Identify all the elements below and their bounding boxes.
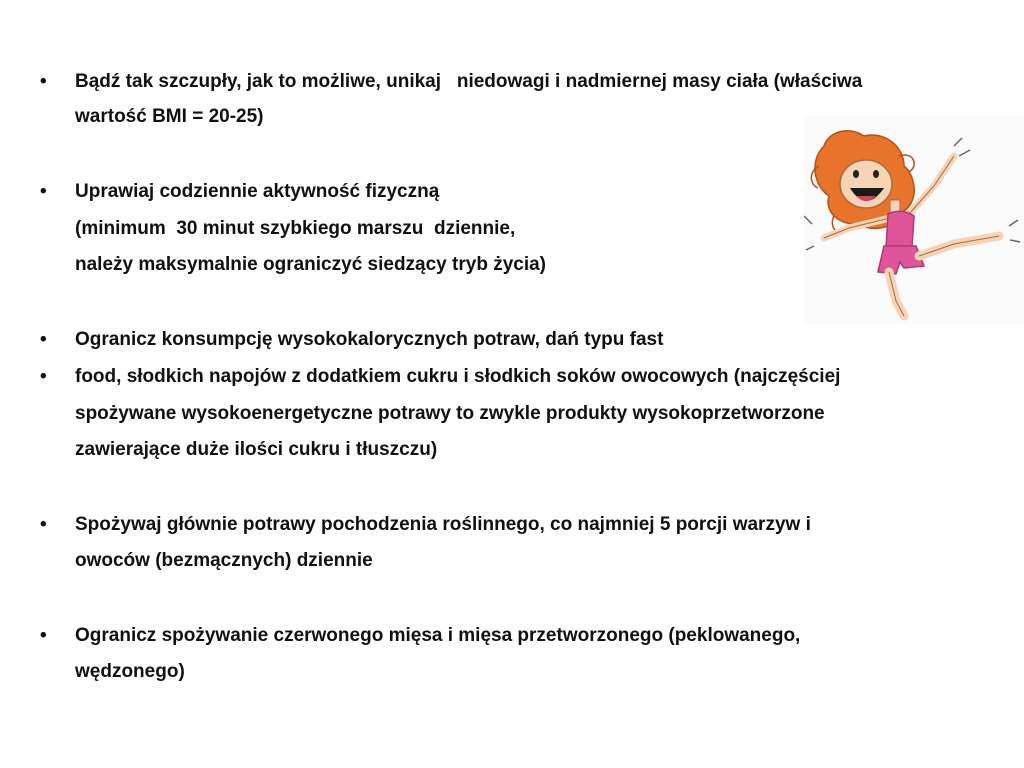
bullet-text-line: należy maksymalnie ograniczyć siedzący tryb życia) bbox=[75, 254, 547, 275]
bullet-marker: • bbox=[40, 329, 47, 350]
bullet-text-line: wędzonego) bbox=[75, 661, 185, 682]
bullet-text-line: Ogranicz konsumpcję wysokokalorycznych potraw, dań typu fast bbox=[75, 329, 664, 350]
bullet-text-line: wartość BMI = 20-25) bbox=[75, 106, 264, 127]
bullet-text-line: Bądź tak szczupły, jak to możliwe, unikaj niedowagi i nadmiernej masy ciała (właściwa bbox=[75, 71, 863, 92]
bullet-marker: • bbox=[40, 181, 47, 202]
bullet-text-line: zawierające duże ilości cukru i tłuszczu) bbox=[75, 439, 438, 460]
bullet-text-line: owoców (bezmącznych) dziennie bbox=[75, 550, 373, 571]
bullet-text-line: Spożywaj głównie potrawy pochodzenia roślinnego, co najmniej 5 porcji warzyw i bbox=[75, 514, 811, 535]
bullet-marker: • bbox=[40, 625, 47, 646]
bullet-marker: • bbox=[40, 71, 47, 92]
dancing-girl-icon bbox=[804, 116, 1024, 324]
bullet-marker: • bbox=[40, 366, 47, 387]
bullet-text-line: (minimum 30 minut szybkiego marszu dziennie, bbox=[75, 218, 516, 239]
bullet-text-line: Ogranicz spożywanie czerwonego mięsa i mięsa przetworzonego (peklowanego, bbox=[75, 625, 801, 646]
bullet-text-line: spożywane wysokoenergetyczne potrawy to zwykle produkty wysokoprzetworzone bbox=[75, 403, 825, 424]
bullet-text-line: Uprawiaj codziennie aktywność fizyczną bbox=[75, 181, 440, 202]
bullet-text-line: food, słodkich napojów z dodatkiem cukru i słodkich soków owocowych (najczęściej bbox=[75, 366, 841, 387]
bullet-marker: • bbox=[40, 514, 47, 535]
